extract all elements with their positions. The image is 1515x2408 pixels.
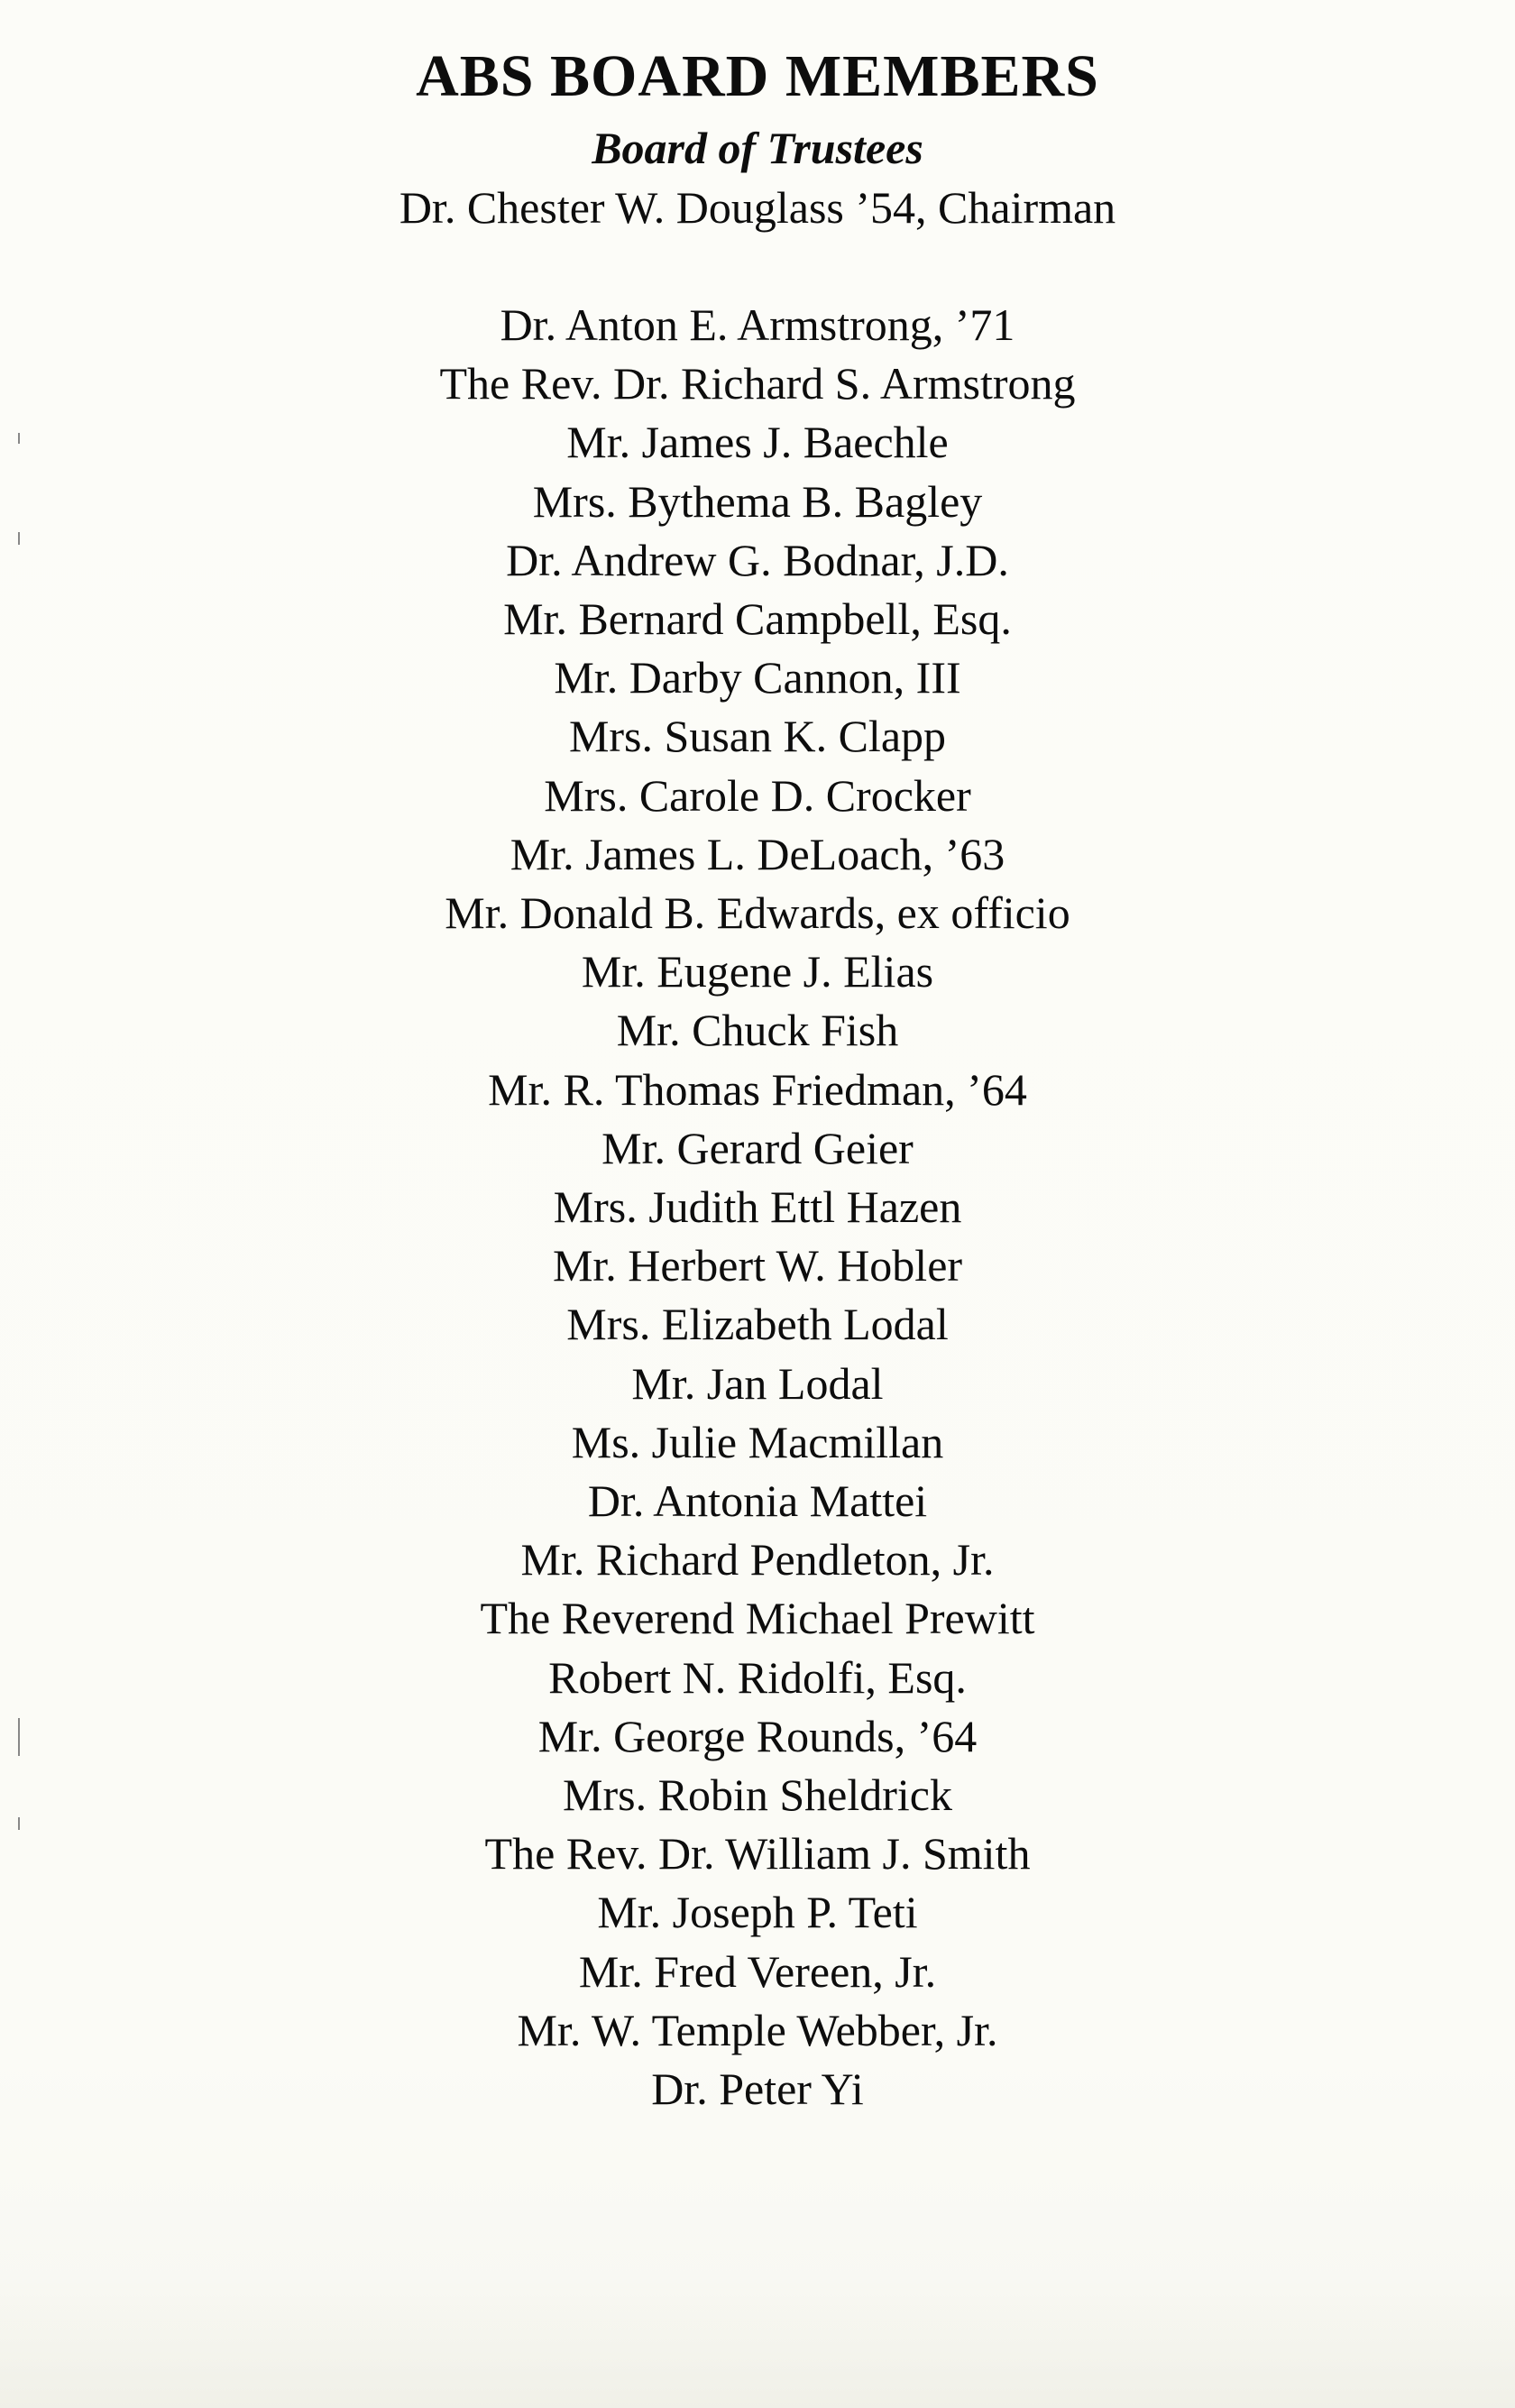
member-name: Mrs. Judith Ettl Hazen (553, 1181, 962, 1233)
member-name: Mr. Jan Lodal (631, 1357, 884, 1409)
member-name: Dr. Antonia Mattei (587, 1475, 928, 1527)
chairman-line: Dr. Chester W. Douglass ’54, Chairman (399, 182, 1116, 233)
member-name: The Reverend Michael Prewitt (480, 1593, 1035, 1644)
member-name: Mrs. Elizabeth Lodal (566, 1299, 949, 1350)
member-name: Robert N. Ridolfi, Esq. (548, 1651, 967, 1703)
member-name: Mr. Herbert W. Hobler (552, 1240, 963, 1291)
member-name: Mr. James L. DeLoach, ’63 (510, 828, 1005, 879)
member-name: Mr. Gerard Geier (601, 1122, 914, 1173)
page-bottom-edge (0, 2282, 1515, 2408)
member-name: Mr. Richard Pendleton, Jr. (520, 1534, 995, 1585)
page-title: ABS BOARD MEMBERS (416, 43, 1099, 109)
member-name: Mr. Eugene J. Elias (581, 946, 934, 997)
member-name: Mr. W. Temple Webber, Jr. (517, 2004, 998, 2055)
member-name: Mr. Darby Cannon, III (554, 652, 961, 703)
member-name: Mrs. Susan K. Clapp (568, 711, 947, 762)
member-name: The Rev. Dr. William J. Smith (484, 1828, 1031, 1880)
member-list (0, 296, 1515, 2118)
member-name: Mr. Donald B. Edwards, ex officio (445, 887, 1070, 939)
section-subtitle: Board of Trustees (592, 123, 923, 173)
member-name: Mr. Fred Vereen, Jr. (578, 1945, 937, 1997)
member-name: Mr. James J. Baechle (566, 417, 949, 468)
member-name: Dr. Anton E. Armstrong, ’71 (500, 299, 1015, 350)
member-name: Ms. Julie Macmillan (571, 1416, 944, 1467)
member-name: Mr. Chuck Fish (616, 1005, 899, 1056)
member-name: Mr. R. Thomas Friedman, ’64 (488, 1063, 1027, 1115)
member-name: Mr. Bernard Campbell, Esq. (503, 593, 1012, 645)
member-name: Dr. Andrew G. Bodnar, J.D. (506, 534, 1009, 585)
member-name: Mr. Joseph P. Teti (597, 1887, 918, 1938)
member-name: Mrs. Bythema B. Bagley (532, 475, 983, 527)
member-name: Mrs. Carole D. Crocker (544, 769, 971, 821)
member-name: Mr. George Rounds, ’64 (537, 1710, 978, 1761)
member-name: Dr. Peter Yi (651, 2063, 864, 2115)
spacer (0, 236, 1515, 296)
member-name: Mrs. Robin Sheldrick (563, 1769, 952, 1821)
board-members-section (0, 36, 1515, 2118)
member-name: The Rev. Dr. Richard S. Armstrong (439, 358, 1076, 409)
